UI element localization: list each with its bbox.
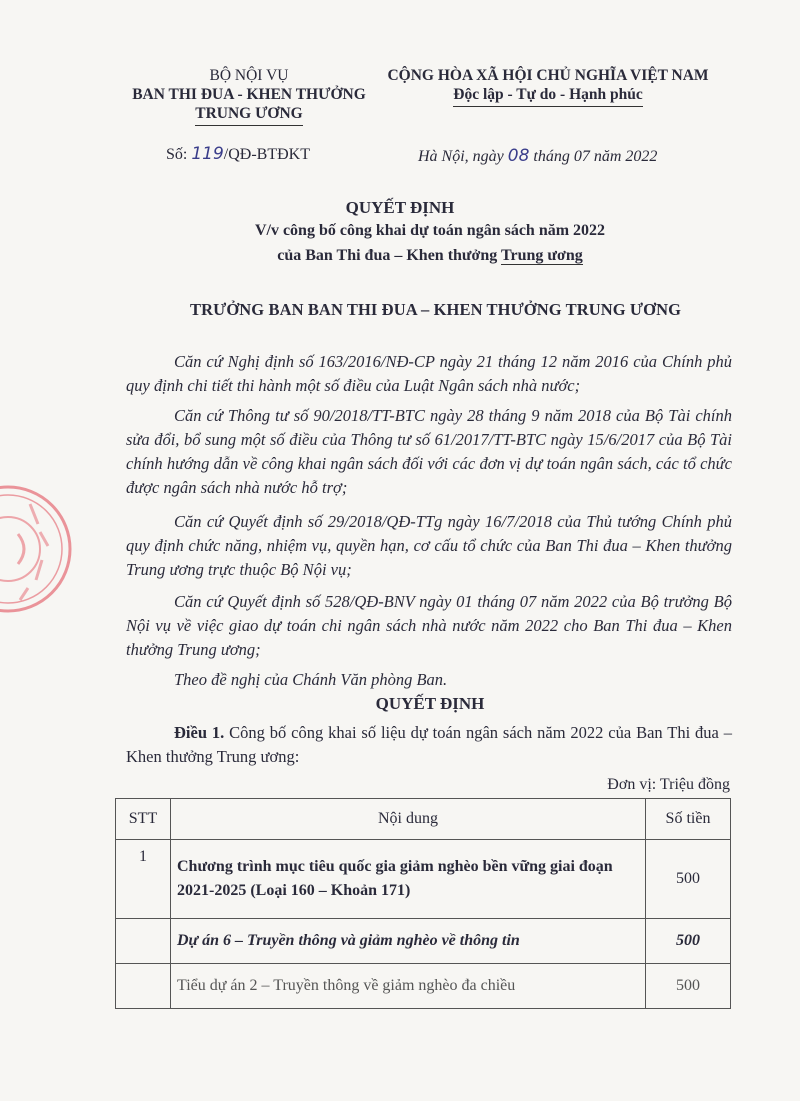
agency-name-cont: TRUNG ƯƠNG [195,104,303,126]
article-1-label: Điều 1. [174,723,225,742]
header-content: Nội dung [171,799,646,840]
doc-number-suffix: /QĐ-BTĐKT [223,146,311,163]
table-row [116,840,731,919]
national-header [378,66,718,107]
issuing-authority: TRƯỞNG BAN BAN THI ĐUA – KHEN THƯỞNG TRUNG ƯƠNG [190,300,682,319]
row-stt [116,919,171,964]
table-header-row [116,799,731,840]
preamble-paragraph: Theo đề nghị của Chánh Văn phòng Ban. [174,670,448,689]
table-row [116,964,731,1009]
preamble-paragraph: Căn cứ Quyết định số 528/QĐ-BNV ngày 01 tháng 07 năm 2022 của Bộ trưởng Bộ Nội vụ về việc giao dự toán chi ngân sách nhà nước năm 2022 cho Ban Thi đua – Khen thưởng Trung ương; [126,592,732,659]
row-desc: Tiểu dự án 2 – Truyền thông về giảm nghèo đa chiều [171,964,646,1009]
official-stamp-icon [0,484,78,614]
article-1-text: Công bố công khai số liệu dự toán ngân sách năm 2022 của Ban Thi đua – Khen thưởng Trung ương: [126,723,733,766]
table-row [116,919,731,964]
header-amount: Số tiền [646,799,731,840]
row-stt: 1 [116,840,171,919]
subject-part-a: của Ban Thi đua – Khen thưởng [277,247,501,264]
date-day-handwritten: 08 [507,146,530,166]
row-desc: Dự án 6 – Truyền thông và giảm nghèo về thông tin [171,919,646,964]
decision-heading: QUYẾT ĐỊNH [375,694,485,713]
document-subject-cont [0,247,800,265]
doc-number-handwritten: 119 [191,144,224,164]
row-stt [116,964,171,1009]
doc-number-prefix: Số: [166,146,188,163]
nation-title: CỘNG HÒA XÃ HỘI CHỦ NGHĨA VIỆT NAM [387,67,709,84]
row-amount: 500 [646,840,731,919]
date-line [418,146,657,166]
issuing-agency [118,66,380,126]
preamble-paragraph: Căn cứ Thông tư số 90/2018/TT-BTC ngày 28 tháng 9 năm 2018 của Bộ Tài chính sửa đổi, bổ sung một số điều của Thông tư số 61/2017/TT-BTC ngày 15/6/2017 của Bộ Tài chính hướng dẫn về công khai ngân sách đối với các đơn vị dự toán ngân sách, các tổ chức được ngân sách nhà nước hỗ trợ; [126,406,732,497]
document-title: QUYẾT ĐỊNH [345,198,455,217]
document-subject: V/v công bố công khai dự toán ngân sách năm 2022 [254,222,606,239]
row-desc: Chương trình mục tiêu quốc gia giảm nghèo bền vững giai đoạn 2021-2025 (Loại 160 – Khoản 171) [171,840,646,919]
preamble-paragraph: Căn cứ Quyết định số 29/2018/QĐ-TTg ngày 16/7/2018 của Thủ tướng Chính phủ quy định chức năng, nhiệm vụ, quyền hạn, cơ cấu tổ chức của Ban Thi đua – Khen thưởng Trung ương trực thuộc Bộ Nội vụ; [126,512,732,579]
article-1 [126,721,732,769]
ministry-name: BỘ NỘI VỤ [209,67,289,84]
unit-label: Đơn vị: Triệu đồng [607,776,730,793]
document-number [166,144,310,164]
national-motto: Độc lập - Tự do - Hạnh phúc [453,85,642,107]
header-stt: STT [116,799,171,840]
row-amount: 500 [646,919,731,964]
row-amount: 500 [646,964,731,1009]
budget-table [115,798,731,1009]
preamble-paragraph: Căn cứ Nghị định số 163/2016/NĐ-CP ngày 21 tháng 12 năm 2016 của Chính phủ quy định chi tiết thi hành một số điều của Luật Ngân sách nhà nước; [126,352,732,395]
subject-part-b: Trung ương [500,247,583,264]
date-prefix: Hà Nội, ngày [418,148,504,165]
date-suffix: tháng 07 năm 2022 [533,148,658,165]
agency-name: BAN THI ĐUA - KHEN THƯỞNG [132,86,366,103]
